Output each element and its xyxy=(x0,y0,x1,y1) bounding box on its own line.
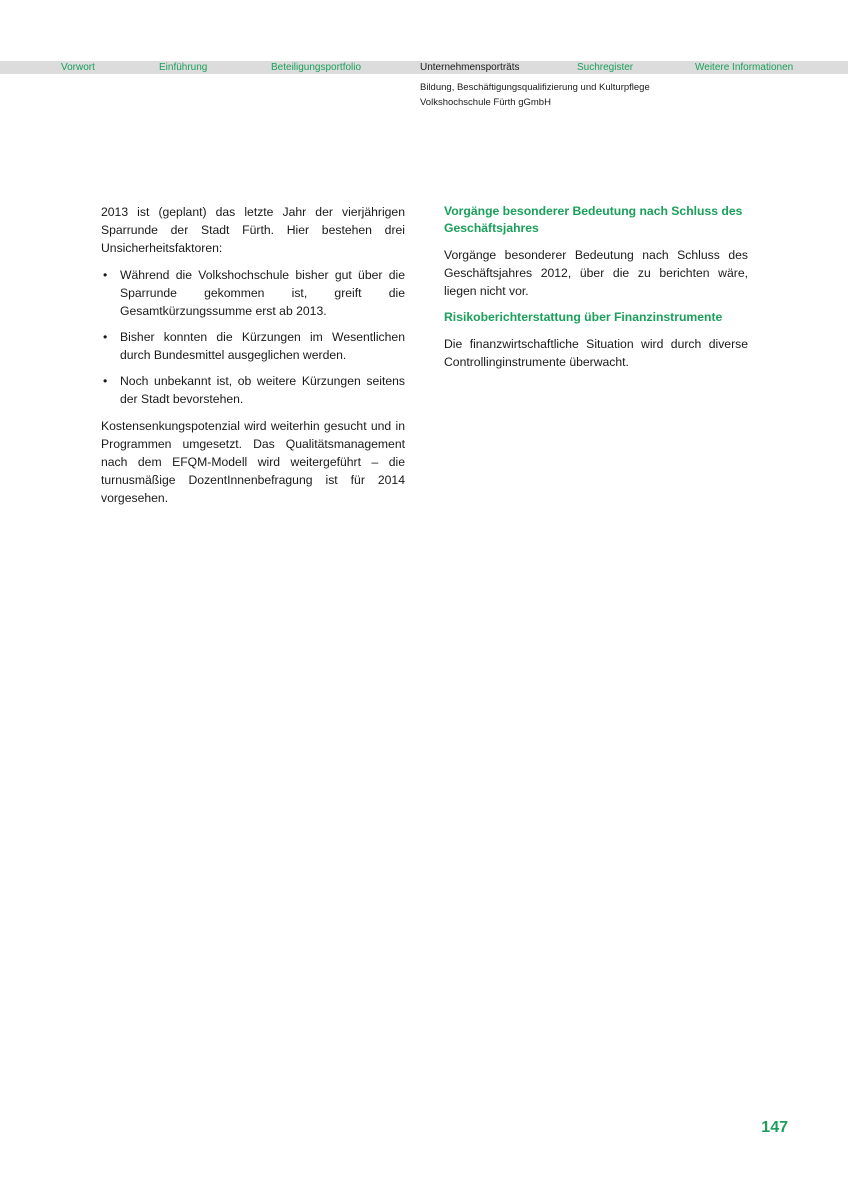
list-item xyxy=(101,328,405,364)
closing-paragraph: Kostensenkungspotenzial wird weiterhin gesucht und in Programmen umgesetzt. Das Qualitätsmanagement nach dem EFQM-Modell wird weitergeführt – die turnusmäßige DozentInnenbefragung ist für 2014 vorgesehen. xyxy=(101,419,405,505)
bullet-icon: • xyxy=(103,268,108,282)
breadcrumb-company: Volkshochschule Fürth gGmbH xyxy=(420,97,551,108)
left-column xyxy=(101,203,405,516)
section-heading-subsequent-events: Vorgänge besonderer Bedeutung nach Schluss des Geschäftsjahres xyxy=(444,204,743,235)
nav-link-einfuehrung[interactable]: Einführung xyxy=(159,62,208,73)
list-item-text: Bisher konnten die Kürzungen im Wesentlichen durch Bundesmittel ausgeglichen werden. xyxy=(120,330,405,362)
financial-instruments-paragraph: Die finanzwirtschaftliche Situation wird durch diverse Controllinginstrumente überwacht. xyxy=(444,337,748,369)
nav-link-vorwort[interactable]: Vorwort xyxy=(61,62,95,73)
section-heading-financial-instruments: Risikoberichterstattung über Finanzinstrumente xyxy=(444,310,723,324)
uncertainty-factors-list xyxy=(101,266,405,408)
list-item xyxy=(101,266,405,320)
list-item-text: Noch unbekannt ist, ob weitere Kürzungen seitens der Stadt bevorstehen. xyxy=(120,374,405,406)
nav-link-suchregister[interactable]: Suchregister xyxy=(577,62,634,73)
intro-paragraph: 2013 ist (geplant) das letzte Jahr der vierjährigen Sparrunde der Stadt Fürth. Hier bestehen drei Unsicherheitsfaktoren: xyxy=(101,205,405,255)
nav-link-beteiligungsportfolio[interactable]: Beteiligungsportfolio xyxy=(271,62,362,73)
bullet-icon: • xyxy=(103,330,108,344)
bullet-icon: • xyxy=(103,374,108,388)
breadcrumb-category: Bildung, Beschäftigungsqualifizierung und Kulturpflege xyxy=(420,82,650,93)
nav-link-weitere-informationen[interactable]: Weitere Informationen xyxy=(695,62,794,73)
top-navigation-bar xyxy=(0,61,848,74)
nav-link-unternehmensportraets[interactable]: Unternehmensporträts xyxy=(420,62,520,73)
breadcrumb xyxy=(420,80,650,110)
subsequent-events-paragraph: Vorgänge besonderer Bedeutung nach Schluss des Geschäftsjahres 2012, über die zu berichten wäre, liegen nicht vor. xyxy=(444,248,748,298)
list-item xyxy=(101,372,405,408)
page-number: 147 xyxy=(761,1119,788,1136)
list-item-text: Während die Volkshochschule bisher gut über die Sparrunde gekommen ist, greift die Gesamtkürzungssumme erst ab 2013. xyxy=(120,268,405,318)
right-column xyxy=(444,203,748,380)
